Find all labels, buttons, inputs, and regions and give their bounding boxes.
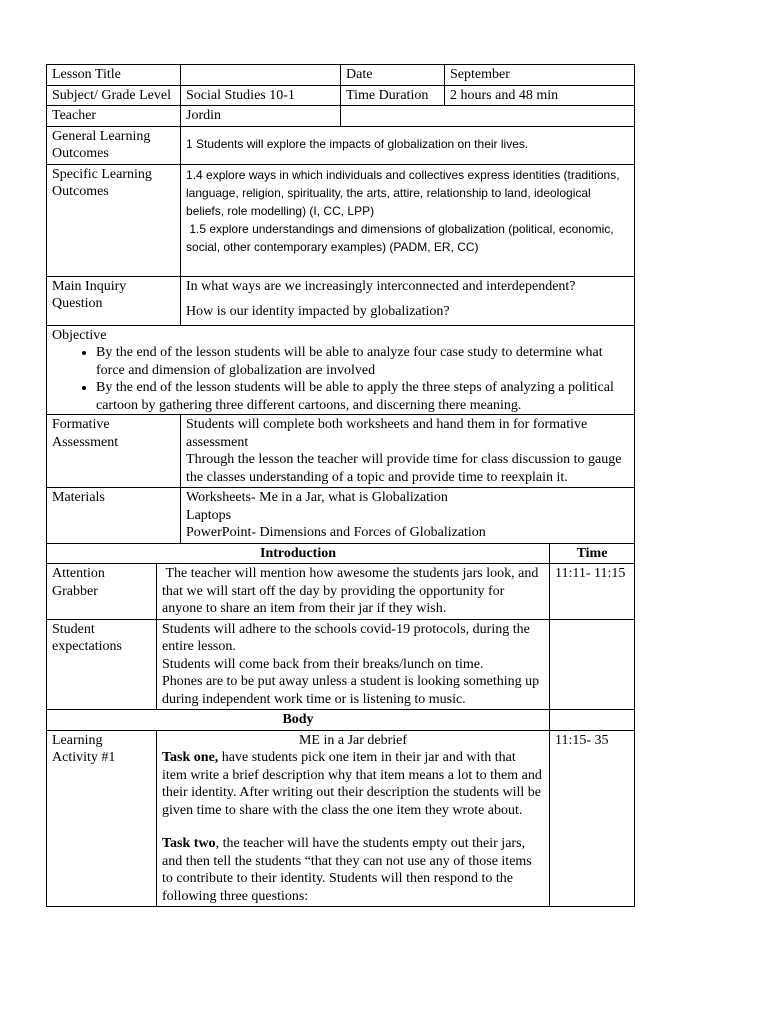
teacher-empty bbox=[341, 106, 635, 127]
attention-grabber-time: 11:11- 11:15 bbox=[550, 564, 635, 620]
inquiry-label: Main Inquiry Question bbox=[47, 276, 181, 325]
row-introduction-heading bbox=[47, 543, 635, 564]
general-outcomes-value: 1 Students will explore the impacts of globalization on their lives. bbox=[181, 126, 635, 164]
student-expectations-text bbox=[157, 619, 550, 710]
objective-item: • By the end of the lesson students will be able to analyze four case study to determine what force and dimension of globalization are involved bbox=[96, 344, 629, 379]
materials-value bbox=[181, 488, 635, 544]
row-subject bbox=[47, 85, 635, 106]
expectation-item: Phones are to be put away unless a student is looking something up during independent work time or is listening to music. bbox=[162, 674, 540, 707]
body-heading: Body bbox=[47, 710, 550, 731]
specific-outcome-1-5: 1.5 explore understandings and dimensions of globalization (political, economic, social, other contemporary examples) (PADM, ER, CC) bbox=[186, 221, 617, 254]
attention-grabber-label: Attention Grabber bbox=[47, 564, 157, 620]
attention-grabber-text: The teacher will mention how awesome the students jars look, and that we will start off the day by providing the opportunity for anyone to share an item from their jar if they wish. bbox=[157, 564, 550, 620]
row-general-outcomes bbox=[47, 126, 635, 164]
subject-value: Social Studies 10-1 bbox=[181, 85, 341, 106]
row-formative bbox=[47, 415, 635, 488]
task-one-text: have students pick one item in their jar and with that item write a brief description why that item means a lot to them and their identity. After writing out their description the students will be given time to share with the class the one item they wrote about. bbox=[162, 750, 546, 818]
row-inquiry bbox=[47, 276, 635, 325]
learning-activity-content bbox=[157, 730, 550, 907]
materials-item: Laptops bbox=[186, 507, 232, 523]
row-teacher bbox=[47, 106, 635, 127]
learning-activity-title: ME in a Jar debrief bbox=[298, 732, 408, 748]
learning-activity-time: 11:15- 35 bbox=[550, 730, 635, 907]
subject-label: Subject/ Grade Level bbox=[47, 85, 181, 106]
introduction-heading: Introduction bbox=[47, 543, 550, 564]
materials-item: Worksheets- Me in a Jar, what is Globalization bbox=[186, 490, 448, 505]
lesson-title-value bbox=[181, 65, 341, 86]
lesson-title-label: Lesson Title bbox=[47, 65, 181, 86]
row-attention-grabber bbox=[47, 564, 635, 620]
body-heading-time bbox=[550, 710, 635, 731]
row-body-heading bbox=[47, 710, 635, 731]
specific-outcome-1-4: 1.4 explore ways in which individuals and collectives express identities (traditions, language, religion, spirituality, the arts, attire, relationship to land, ideological beliefs, role modelling) (I, CC, LPP) bbox=[186, 167, 620, 218]
objective-list bbox=[52, 344, 629, 414]
inquiry-value bbox=[181, 276, 635, 325]
general-outcomes-label: General Learning Outcomes bbox=[47, 126, 181, 164]
formative-value bbox=[181, 415, 635, 488]
specific-outcomes-label: Specific Learning Outcomes bbox=[47, 164, 181, 276]
task-two-label: Task two bbox=[162, 836, 216, 851]
inquiry-question-2: How is our identity impacted by globalization? bbox=[186, 304, 450, 319]
task-two bbox=[162, 835, 544, 905]
date-value: September bbox=[445, 65, 635, 86]
row-student-expectations bbox=[47, 619, 635, 710]
objective-label: Objective bbox=[52, 327, 107, 343]
objective-item: • By the end of the lesson students will be able to apply the three steps of analyzing a political cartoon by gathering three different cartoons, and discerning there meaning. bbox=[96, 379, 629, 414]
time-heading: Time bbox=[550, 543, 635, 564]
teacher-label: Teacher bbox=[47, 106, 181, 127]
lesson-plan-table bbox=[46, 64, 635, 907]
spacer bbox=[162, 819, 544, 835]
task-one-label: Task one, bbox=[162, 750, 219, 765]
inquiry-question-1: In what ways are we increasingly interconnected and interdependent? bbox=[186, 278, 576, 294]
specific-outcomes-value bbox=[181, 164, 635, 276]
teacher-value: Jordin bbox=[181, 106, 341, 127]
task-two-text: , the teacher will have the students empty out their jars, and then tell the students “that they can not use any of those items to contribute to their identity. Students will then respond to the following three questions: bbox=[162, 836, 532, 904]
formative-label: Formative Assessment bbox=[47, 415, 181, 488]
learning-activity-label: Learning Activity #1 bbox=[47, 730, 157, 907]
row-lesson-title bbox=[47, 65, 635, 86]
date-label: Date bbox=[341, 65, 445, 86]
time-duration-value: 2 hours and 48 min bbox=[445, 85, 635, 106]
materials-item: PowerPoint- Dimensions and Forces of Globalization bbox=[186, 525, 486, 540]
materials-label: Materials bbox=[47, 488, 181, 544]
objective-cell bbox=[47, 325, 635, 415]
time-duration-label: Time Duration bbox=[341, 85, 445, 106]
expectation-item: Students will come back from their breaks/lunch on time. bbox=[162, 656, 484, 672]
row-specific-outcomes bbox=[47, 164, 635, 276]
task-one bbox=[162, 749, 544, 819]
formative-line-2: Through the lesson the teacher will provide time for class discussion to gauge the classes understanding of a topic and provide time to reexplain it. bbox=[186, 452, 622, 485]
student-expectations-time bbox=[550, 619, 635, 710]
row-materials bbox=[47, 488, 635, 544]
expectation-item: Students will adhere to the schools covid-19 protocols, during the entire lesson. bbox=[162, 621, 530, 654]
formative-line-1: Students will complete both worksheets and hand them in for formative assessment bbox=[186, 417, 588, 450]
row-learning-activity-1 bbox=[47, 730, 635, 907]
student-expectations-label: Student expectations bbox=[47, 619, 157, 710]
row-objective bbox=[47, 325, 635, 415]
